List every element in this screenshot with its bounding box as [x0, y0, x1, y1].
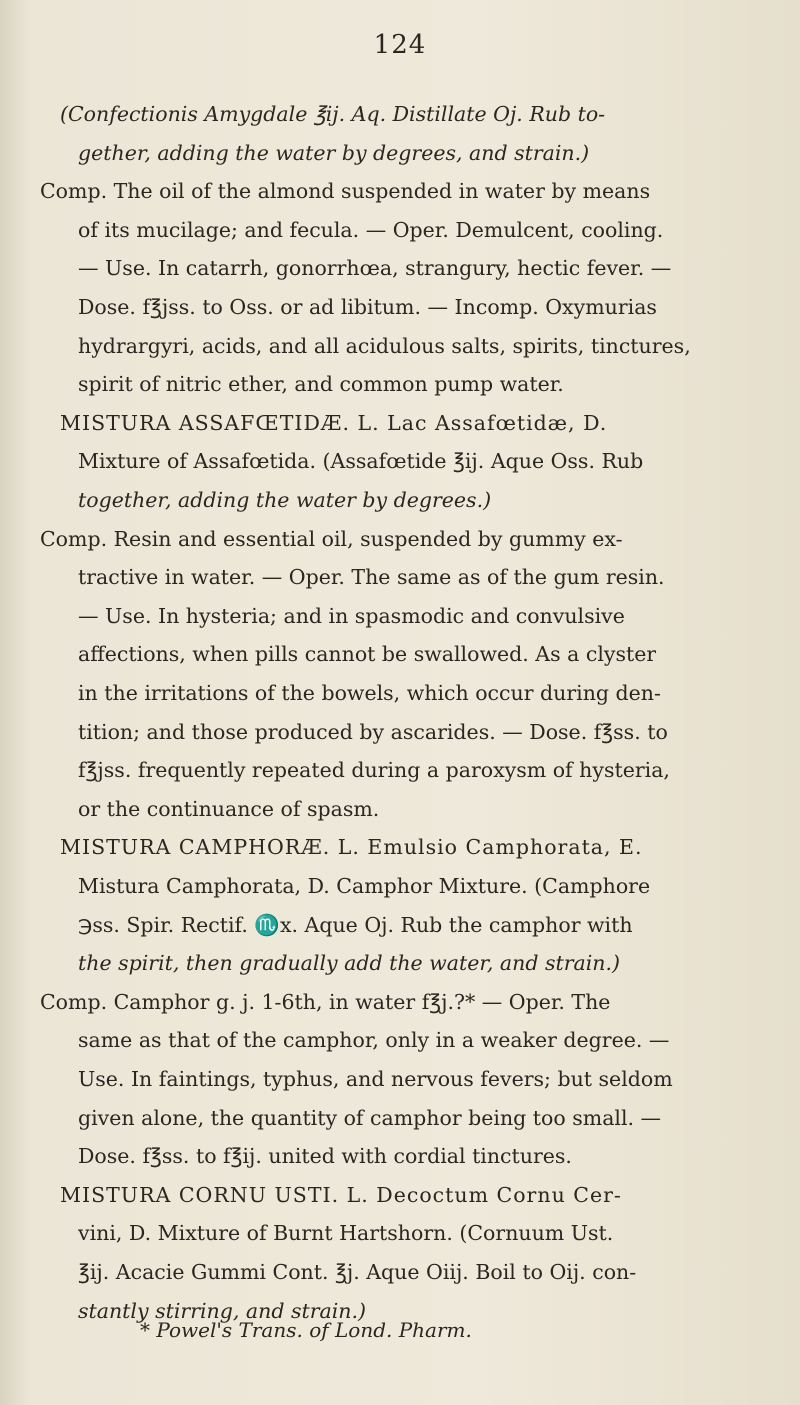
text-line: Mistura Camphorata, D. Camphor Mixture. (Camphore [78, 874, 651, 898]
text-line: ℥ij. Acacie Gummi Cont. ℥j. Aque Oiij. Boil to Oij. con- [78, 1260, 637, 1284]
text-line: in the irritations of the bowels, which occur during den- [78, 681, 661, 705]
text-line: spirit of nitric ether, and common pump water. [78, 372, 564, 397]
text-line: together, adding the water by degrees.) [78, 488, 492, 512]
text-line: Dose. f℥ss. to f℥ij. united with cordial tinctures. [78, 1144, 572, 1169]
text-line: MISTURA CORNU USTI. L. Decoctum Cornu Cer- [60, 1182, 622, 1207]
text-line: the spirit, then gradually add the water, and strain.) [78, 951, 621, 976]
text-line: ℈ss. Spir. Rectif. ♏x. Aque Oj. Rub the camphor with [78, 912, 633, 937]
text-line: Comp. Resin and essential oil, suspended by gummy ex- [40, 526, 623, 551]
text-line: vini, D. Mixture of Burnt Hartshorn. (Cornuum Ust. [78, 1221, 614, 1246]
text-line: Mixture of Assafœtida. (Assafœtide ℥ij. Aque Oss. Rub [78, 449, 644, 474]
page-number: 124 [373, 30, 427, 60]
text-line: MISTURA ASSAFŒTIDÆ. L. Lac Assafœtidæ, D. [60, 410, 608, 435]
footnote: * Powel's Trans. of Lond. Pharm. [140, 1318, 472, 1342]
text-line: of its mucilage; and fecula. — Oper. Demulcent, cooling. [78, 217, 664, 242]
text-line: MISTURA CAMPHORÆ. L. Emulsio Camphorata, E. [60, 835, 643, 860]
text-line: Use. In faintings, typhus, and nervous fevers; but seldom [78, 1067, 673, 1091]
text-line: tractive in water. — Oper. The same as of the gum resin. [78, 565, 665, 590]
text-line: same as that of the camphor, only in a weaker degree. — [78, 1028, 670, 1053]
text-line: hydrargyri, acids, and all acidulous salts, spirits, tinctures, [78, 333, 691, 358]
text-line: stantly stirring, and strain.) [78, 1298, 367, 1323]
text-line: affections, when pills cannot be swallowed. As a clyster [78, 642, 657, 667]
text-line: (Confectionis Amygdale ℥ij. Aq. Distillate Oj. Rub to- [60, 102, 606, 126]
text-line: Comp. Camphor g. j. 1-6th, in water f℥j.?* — Oper. The [40, 989, 611, 1014]
text-line: Dose. f℥jss. to Oss. or ad libitum. — Incomp. Oxymurias [78, 295, 657, 319]
text-line: tition; and those produced by ascarides. — Dose. f℥ss. to [78, 719, 668, 744]
text-line: or the continuance of spasm. [78, 796, 380, 821]
text-line: Comp. The oil of the almond suspended in water by means [40, 179, 651, 204]
text-line: gether, adding the water by degrees, and strain.) [78, 140, 590, 165]
text-line: — Use. In hysteria; and in spasmodic and convulsive [78, 603, 625, 628]
text-line: — Use. In catarrh, gonorrhœa, strangury, hectic fever. — [78, 256, 672, 281]
text-line: given alone, the quantity of camphor being too small. — [78, 1105, 662, 1130]
text-line: f℥jss. frequently repeated during a paroxysm of hysteria, [78, 758, 670, 783]
